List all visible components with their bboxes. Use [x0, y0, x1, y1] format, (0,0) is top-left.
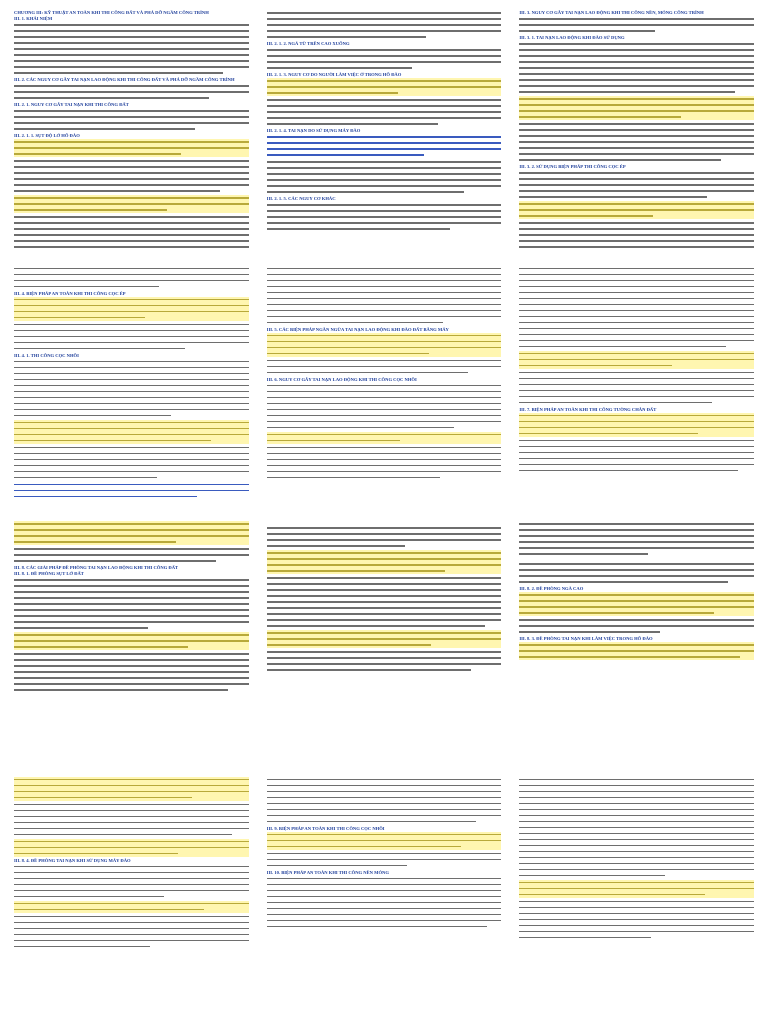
text-line: [519, 114, 754, 120]
paragraph: [519, 220, 754, 250]
paragraph: [519, 170, 754, 200]
text-line: [267, 438, 502, 444]
paragraph: [14, 651, 249, 693]
text-line: [267, 121, 502, 127]
paragraph: [519, 413, 754, 437]
text-column: [519, 777, 754, 1017]
paragraph: [267, 777, 502, 825]
paragraph: [519, 96, 754, 120]
text-line: [519, 363, 754, 369]
paragraph: [519, 899, 754, 941]
section-heading: III. 1. KHÁI NIỆM: [14, 16, 53, 21]
section-heading: III. 8. 2. ĐỀ PHÒNG NGÃ CAO: [519, 586, 584, 591]
paragraph: [14, 158, 249, 194]
section-heading: III. 3. NGUY CƠ GÂY TAI NẠN LAO ĐỘNG KHI THI CÔNG NỀN, MÓNG CÔNG TRÌNH: [519, 10, 704, 15]
paragraph: [519, 521, 754, 557]
paragraph: [14, 839, 249, 857]
section-heading: III. 2. CÁC NGUY CƠ GÂY TAI NẠN LAO ĐỘNG KHI THI CÔNG ĐẤT VÀ PHÁ DỠ NGẦM CÔNG TRÌNH: [14, 77, 235, 82]
text-line: [519, 194, 754, 200]
section-heading: III. 2. 1. 1. SỤT ĐỘ LỞ HỐ ĐÀO: [14, 133, 80, 138]
text-line: [14, 438, 249, 444]
paragraph: [267, 445, 502, 481]
paragraph: [14, 22, 249, 76]
paragraph: [267, 832, 502, 850]
text-line: [267, 642, 502, 648]
paragraph: [519, 617, 754, 635]
paragraph: [267, 383, 502, 431]
text-line: [267, 475, 502, 481]
text-line: [14, 413, 249, 419]
text-line: [267, 667, 502, 673]
paragraph: [267, 266, 502, 326]
section-heading: III. 8. 1. ĐỀ PHÒNG SỤT LỞ ĐẤT: [14, 571, 84, 576]
section-heading: CHƯƠNG III: KỸ THUẬT AN TOÀN KHI THI CÔNG ĐẤT VÀ PHÁ DỠ NGẦM CÔNG TRÌNH: [14, 10, 209, 15]
paragraph: [519, 592, 754, 616]
text-line: [14, 894, 249, 900]
paragraph: [14, 322, 249, 352]
paragraph: [267, 649, 502, 673]
paragraph: [519, 266, 754, 350]
section-heading: III. 7. BIỆN PHÁP AN TOÀN KHI THI CÔNG TƯỜNG CHẮN ĐẤT: [519, 406, 657, 412]
text-line: [519, 629, 754, 635]
page-band: [14, 521, 754, 761]
text-line: [267, 819, 502, 825]
text-line: [14, 494, 249, 500]
text-column: [267, 266, 502, 506]
paragraph: [267, 97, 502, 127]
text-line: [519, 892, 754, 898]
text-line: [267, 623, 502, 629]
text-line: [14, 644, 249, 650]
text-line: [14, 625, 249, 631]
page-band: [14, 777, 754, 1017]
section-heading: III. 5. CÁC BIỆN PHÁP NGĂN NGỪA TAI NẠN LAO ĐỘNG KHI ĐÀO ĐẤT BẰNG MÁY: [266, 326, 449, 332]
text-column: [14, 266, 249, 506]
text-line: [14, 70, 249, 76]
text-column: [519, 10, 754, 250]
paragraph: [267, 550, 502, 574]
section-heading: III. 2. 1. 4. TAI NẠN DO SỬ DỤNG MÁY ĐÀO: [266, 128, 361, 133]
text-line: [267, 844, 502, 850]
text-line: [267, 226, 502, 232]
paragraph: [519, 41, 754, 95]
text-line: [267, 189, 502, 195]
text-line: [14, 851, 249, 857]
text-line: [267, 863, 502, 869]
paragraph: [14, 802, 249, 838]
text-line: [519, 579, 754, 585]
text-line: [14, 539, 249, 545]
text-line: [14, 244, 249, 250]
paragraph: [267, 525, 502, 549]
paragraph: [267, 47, 502, 71]
text-column: [267, 777, 502, 1017]
paragraph: [267, 134, 502, 158]
text-line: [519, 244, 754, 250]
paragraph: [14, 108, 249, 132]
paragraph: [267, 432, 502, 444]
text-line: [519, 935, 754, 941]
paragraph: [14, 420, 249, 444]
section-heading: III. 4. 1. THI CÔNG CỌC NHỒI: [14, 352, 79, 358]
section-heading: III. 3. 1. TAI NẠN LAO ĐỘNG KHI ĐÀO SỬ DỤNG: [519, 35, 625, 40]
text-line: [14, 907, 249, 913]
text-line: [267, 320, 502, 326]
paragraph: [14, 297, 249, 321]
text-line: [14, 475, 249, 481]
paragraph: [14, 195, 249, 213]
text-line: [14, 95, 249, 101]
text-line: [267, 924, 502, 930]
paragraph: [267, 10, 502, 40]
section-heading: III. 9. BIỆN PHÁP AN TOÀN KHI THI CÔNG CỌC NHỒI: [266, 825, 385, 831]
text-column: [267, 521, 502, 761]
text-column: [519, 266, 754, 506]
section-heading: III. 8. 4. ĐỀ PHÒNG TAI NẠN KHI SỬ DỤNG MÁY ĐÀO: [14, 857, 131, 863]
paragraph: [519, 121, 754, 163]
section-heading: III. 8. 3. ĐỀ PHÒNG TAI NẠN KHI LÀM VIỆC TRONG HỐ ĐÀO: [519, 636, 653, 641]
paragraph: [267, 575, 502, 629]
paragraph: [14, 83, 249, 101]
text-line: [519, 89, 754, 95]
paragraph: [14, 864, 249, 900]
paragraph: [14, 521, 249, 545]
paragraph: [267, 159, 502, 195]
paragraph: [519, 880, 754, 898]
text-line: [267, 370, 502, 376]
text-column: [14, 777, 249, 1017]
paragraph: [519, 438, 754, 474]
paragraph: [267, 876, 502, 930]
text-line: [519, 344, 754, 350]
text-line: [519, 468, 754, 474]
section-heading: III. 8. CÁC GIẢI PHÁP ĐỀ PHÒNG TAI NẠN LAO ĐỘNG KHI THI CÔNG ĐẤT: [14, 565, 179, 570]
text-line: [14, 687, 249, 693]
text-line: [519, 431, 754, 437]
text-line: [519, 873, 754, 879]
text-line: [519, 551, 754, 557]
paragraph: [14, 777, 249, 801]
paragraph: [14, 139, 249, 157]
paragraph: [519, 351, 754, 369]
paragraph: [14, 266, 249, 290]
paragraph: [519, 642, 754, 660]
section-heading: III. 2. 1. 2. NGÃ TỪ TRÊN CAO XUỐNG: [266, 41, 350, 46]
page-band: [14, 10, 754, 250]
paragraph: [14, 632, 249, 650]
paragraph: [267, 851, 502, 869]
text-column: [14, 10, 249, 250]
text-line: [267, 543, 502, 549]
paragraph: [14, 482, 249, 500]
section-heading: III. 3. 2. SỬ DỤNG BIỆN PHÁP THI CÔNG CỌC ÉP: [519, 164, 626, 169]
text-line: [267, 568, 502, 574]
paragraph: [267, 358, 502, 376]
paragraph: [14, 577, 249, 631]
section-heading: III. 2. 1. 5. CÁC NGUY CƠ KHÁC: [266, 196, 336, 201]
text-line: [14, 346, 249, 352]
page-band: [14, 266, 754, 506]
paragraph: [519, 370, 754, 406]
section-heading: III. 4. BIỆN PHÁP AN TOÀN KHI THI CÔNG CỌC ÉP: [14, 290, 126, 296]
text-line: [14, 832, 249, 838]
text-line: [267, 34, 502, 40]
text-line: [267, 90, 502, 96]
paragraph: [267, 333, 502, 357]
text-line: [267, 65, 502, 71]
text-line: [14, 944, 249, 950]
paragraph: [519, 561, 754, 585]
text-line: [519, 28, 754, 34]
text-column: [267, 10, 502, 250]
text-line: [14, 126, 249, 132]
paragraph: [14, 359, 249, 419]
paragraph: [267, 630, 502, 648]
paragraph: [519, 777, 754, 879]
section-heading: III. 2. 1. NGUY CƠ GÂY TAI NẠN KHI THI CÔNG ĐẤT: [14, 102, 129, 107]
paragraph: [14, 445, 249, 481]
section-heading: III. 6. NGUY CƠ GÂY TAI NẠN LAO ĐỘNG KHI THI CÔNG CỌC NHỒI: [266, 376, 417, 382]
text-line: [519, 400, 754, 406]
text-line: [267, 425, 502, 431]
paragraph: [519, 16, 754, 34]
text-line: [14, 207, 249, 213]
section-heading: III. 10. BIỆN PHÁP AN TOÀN KHI THI CÔNG NỀN MÓNG: [266, 869, 389, 875]
text-line: [14, 795, 249, 801]
text-column: [519, 521, 754, 761]
text-line: [14, 315, 249, 321]
text-line: [267, 351, 502, 357]
text-line: [14, 284, 249, 290]
text-line: [519, 654, 754, 660]
paragraph: [519, 201, 754, 219]
text-line: [519, 157, 754, 163]
paragraph: [14, 914, 249, 950]
text-line: [267, 152, 502, 158]
paragraph: [14, 214, 249, 250]
text-line: [14, 151, 249, 157]
text-line: [14, 558, 249, 564]
paragraph: [14, 546, 249, 564]
text-line: [519, 213, 754, 219]
text-column: [14, 521, 249, 761]
paragraph: [267, 78, 502, 96]
paragraph: [267, 202, 502, 232]
text-line: [14, 188, 249, 194]
paragraph: [14, 901, 249, 913]
section-heading: III. 2. 1. 3. NGUY CƠ DO NGƯỜI LÀM VIỆC Ở TRONG HỐ ĐÀO: [266, 72, 402, 77]
text-line: [519, 610, 754, 616]
